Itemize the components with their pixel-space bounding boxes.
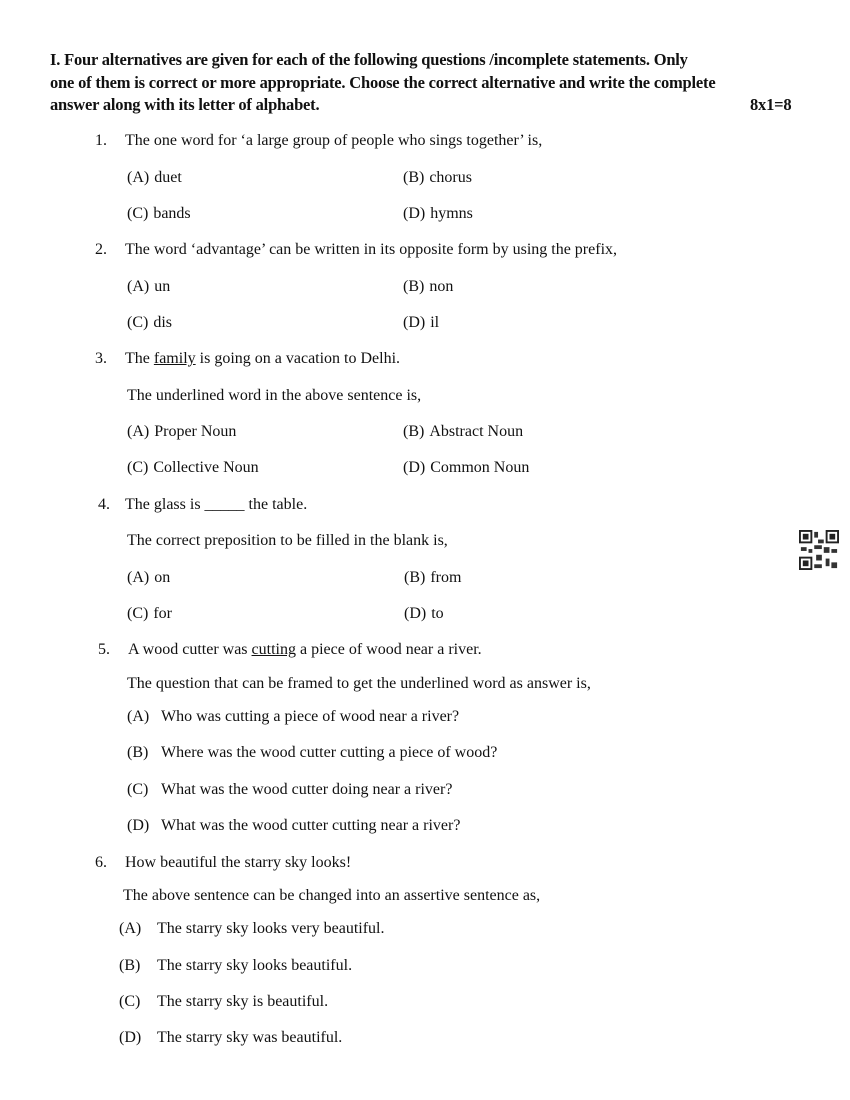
stem-text: The word ‘advantage’ can be written in its opposite form by using the prefix,: [125, 241, 618, 258]
question-number: 5.: [98, 641, 110, 658]
stem-text: a piece of wood near a river.: [295, 641, 482, 658]
question-instruction: The above sentence can be changed into an assertive sentence as,: [123, 887, 541, 904]
option-d: [403, 458, 529, 478]
option-b: [403, 168, 472, 188]
instruction-line-2: one of them is correct or more appropriate. Choose the correct alternative and write the complete: [50, 73, 716, 92]
option-text: What was the wood cutter doing near a river?: [161, 781, 453, 798]
option-letter: (B): [119, 957, 141, 974]
option-letter: (D): [403, 314, 426, 331]
option-letter: (C): [127, 781, 149, 798]
stem-text: How beautiful the starry sky looks!: [125, 854, 352, 871]
option-letter: (A): [119, 920, 142, 937]
question-stem: [125, 240, 617, 260]
option-text: chorus: [429, 169, 472, 186]
option-text: il: [430, 314, 440, 331]
option-text: The starry sky was beautiful.: [157, 1029, 343, 1046]
option-letter: (B): [404, 569, 426, 586]
option-a: [127, 277, 170, 297]
question-stem: [125, 131, 542, 151]
question-stem: [128, 640, 482, 660]
question-number: 4.: [98, 496, 110, 513]
option-letter: (A): [127, 278, 150, 295]
option-d: [404, 604, 444, 624]
option-d: [403, 313, 439, 333]
option-c: [127, 313, 172, 333]
marks: 8x1=8: [750, 95, 792, 114]
option-c: [127, 604, 172, 624]
option-a: [127, 568, 170, 588]
underlined-word: family: [153, 350, 196, 367]
option-letter: (B): [403, 278, 425, 295]
option-a: [127, 422, 236, 442]
option-letter: (D): [119, 1029, 142, 1046]
option-text: bands: [153, 205, 191, 222]
option-text: on: [154, 569, 171, 586]
option-text: dis: [153, 314, 172, 331]
instruction-line-3: answer along with its letter of alphabet.: [50, 95, 320, 114]
question-number: 2.: [95, 241, 107, 258]
instruction-line-1: I. Four alternatives are given for each of the following questions /incomplete statements. Only: [50, 50, 688, 69]
option-text: Collective Noun: [153, 459, 259, 476]
stem-text: A wood cutter was: [128, 641, 252, 658]
option-c: [127, 204, 191, 224]
question-instruction: The correct preposition to be filled in the blank is,: [127, 532, 448, 549]
option-text: The starry sky looks beautiful.: [157, 957, 353, 974]
option-a: [127, 168, 182, 188]
option-text: to: [431, 605, 444, 622]
question-stem: [125, 495, 307, 515]
option-b: [404, 568, 461, 588]
option-letter: (C): [127, 314, 149, 331]
underlined-word: cutting: [251, 641, 296, 658]
question-number: 1.: [95, 132, 107, 149]
option-letter: (A): [127, 569, 150, 586]
option-letter: (D): [127, 817, 150, 834]
stem-text: The: [125, 350, 154, 367]
option-text: Who was cutting a piece of wood near a river?: [161, 708, 460, 725]
option-text: The starry sky looks very beautiful.: [157, 920, 385, 937]
option-text: duet: [154, 169, 182, 186]
option-d: [403, 204, 473, 224]
option-letter: (C): [119, 993, 141, 1010]
qr-code-icon: [799, 530, 839, 570]
option-letter: (A): [127, 169, 150, 186]
stem-text: is going on a vacation to Delhi.: [195, 350, 401, 367]
option-text: What was the wood cutter cutting near a river?: [161, 817, 461, 834]
option-letter: (C): [127, 459, 149, 476]
option-letter: (D): [404, 605, 427, 622]
option-letter: (A): [127, 708, 150, 725]
option-text: Proper Noun: [154, 423, 237, 440]
question-instruction: The underlined word in the above sentence is,: [127, 387, 422, 404]
option-letter: (D): [403, 459, 426, 476]
option-text: non: [429, 278, 454, 295]
option-letter: (D): [403, 205, 426, 222]
option-text: from: [430, 569, 462, 586]
stem-text: The one word for ‘a large group of people who sings together’ is,: [125, 132, 543, 149]
option-text: hymns: [430, 205, 473, 222]
option-text: Where was the wood cutter cutting a piece of wood?: [161, 744, 498, 761]
question-stem: [125, 349, 400, 369]
option-text: The starry sky is beautiful.: [157, 993, 329, 1010]
option-letter: (B): [403, 169, 425, 186]
question-number: 6.: [95, 854, 107, 871]
option-text: un: [154, 278, 171, 295]
question-stem: [125, 853, 351, 873]
option-text: Common Noun: [430, 459, 530, 476]
option-b: [403, 277, 453, 297]
option-letter: (C): [127, 605, 149, 622]
option-letter: (A): [127, 423, 150, 440]
option-text: Abstract Noun: [429, 423, 524, 440]
option-letter: (B): [403, 423, 425, 440]
question-instruction: The question that can be framed to get the underlined word as answer is,: [127, 675, 591, 692]
option-letter: (B): [127, 744, 149, 761]
option-letter: (C): [127, 205, 149, 222]
option-c: [127, 458, 259, 478]
option-text: for: [153, 605, 172, 622]
question-number: 3.: [95, 350, 107, 367]
option-b: [403, 422, 523, 442]
stem-text: The glass is _____ the table.: [125, 496, 308, 513]
